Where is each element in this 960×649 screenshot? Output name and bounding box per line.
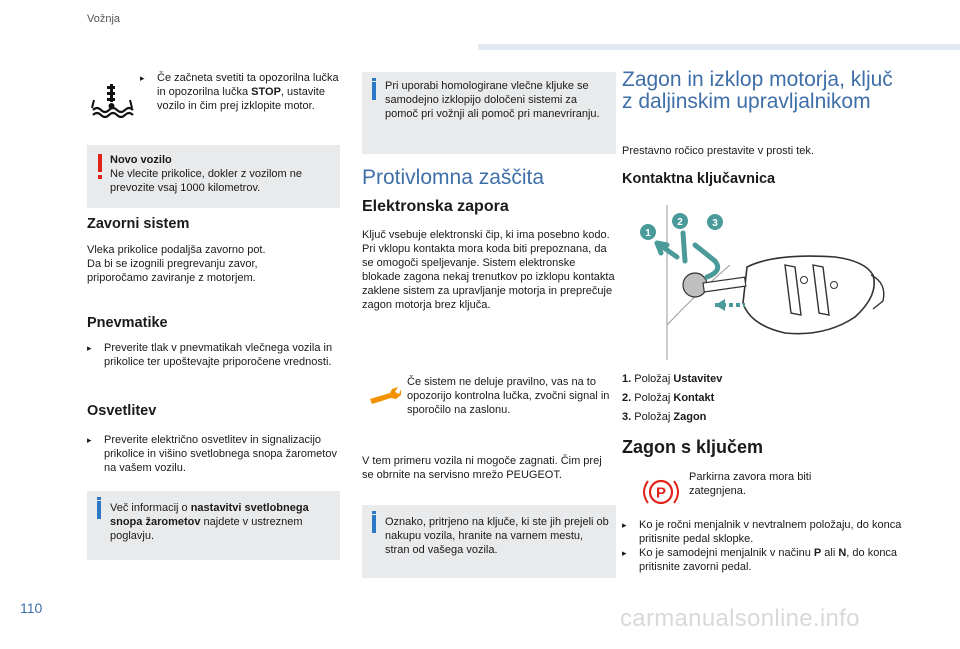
ignition-key-diagram <box>635 205 890 365</box>
ignition-switch-heading: Kontaktna ključavnica <box>622 171 776 187</box>
position-item: 3. Položaj Zagon <box>622 411 707 423</box>
tyres-item: ▸ Preverite tlak v pnevmatikah vlečnega vozila in prikolice ter upoštevajte priporočene vrednosti. <box>87 342 333 368</box>
position-item: 2. Položaj Kontakt <box>622 392 715 404</box>
note-key-label: Oznako, pritrjeno na ključe, ki ste jih prejeli ob nakupu vozila, hranite na varnem mestu, stran od vašega vozila. <box>362 505 616 578</box>
bullet-icon: ▸ <box>140 73 145 83</box>
tyres-heading: Pnevmatike <box>87 315 168 331</box>
exclamation-icon <box>97 154 103 180</box>
start-procedure-list <box>622 518 902 574</box>
auto-gearbox-item: ▸ Ko je samodejni menjalnik v načinu P ali N, do konca pritisnite zavorni pedal. <box>622 547 898 573</box>
bullet-icon: ▸ <box>622 520 627 530</box>
neutral-instruction: Prestavno ročico prestavite v prosti tek. <box>622 145 814 157</box>
diagram-label-3: 3 <box>712 218 718 229</box>
coolant-warning-item: ▸ Če začneta svetiti ta opozorilna lučka in opozorilna lučka STOP, ustavite vozilo in čim prej izklopite motor. <box>140 72 339 112</box>
immobiliser-heading: Elektronska zapora <box>362 198 509 215</box>
diagram-label-1: 1 <box>645 228 651 239</box>
note-towbar-assist: Pri uporabi homologirane vlečne kljuke se samodejno izklopijo določeni sistemi za pomoč pri vožnji ali pomoč pri manevriranju. <box>362 72 616 154</box>
header-section-title: Vožnja <box>87 13 121 25</box>
immobiliser-text: Ključ vsebuje elektronski čip, ki ima posebno kodo. Pri vklopu kontakta mora koda biti prepoznana, da se omogoči speljevanje. Sistem elektronske blokade zagona nekaj trenutkov po izklopu kontakta zaklene sistem za upravljanje motorja in preprečuje zagon motorja brez ključa. <box>362 229 615 311</box>
coolant-warning-icon <box>90 80 134 120</box>
manual-gearbox-item: ▸ Ko je ročni menjalnik v nevtralnem položaju, do konca pritisnite pedal sklopke. <box>622 519 902 545</box>
ignition-positions-list <box>622 370 882 427</box>
info-icon <box>97 501 101 519</box>
engine-start-stop-heading: Zagon in izklop motorja, ključ z daljinskim upravljalnikom <box>622 68 893 113</box>
lights-item: ▸ Preverite električno osvetlitev in signalizacijo prikolice in višino svetlobnega snopa žarometov na vašem vozilu. <box>87 434 337 474</box>
wrench-icon <box>368 385 402 407</box>
bullet-icon: ▸ <box>622 548 627 558</box>
note-headlamp-info: Več informacij o nastavitvi svetlobnega snopa žarometov najdete v ustreznem poglavju. <box>87 491 340 560</box>
page-number: 110 <box>20 600 43 616</box>
key-start-heading: Zagon s ključem <box>622 437 764 457</box>
bullet-icon: ▸ <box>87 343 92 353</box>
brakes-text: Vleka prikolice podaljša zavorno pot. Da bi se izognili pregrevanju zavor, priporočamo zaviranje z motorjem. <box>87 244 266 284</box>
parking-brake-text: Parkirna zavora mora biti zategnjena. <box>689 471 812 497</box>
note-new-vehicle-text: Ne vlecite prikolice, dokler z vozilom ne prevozite vsaj 1000 kilometrov. <box>110 168 302 194</box>
position-item: 1. Položaj Ustavitev <box>622 373 723 385</box>
info-icon <box>372 82 376 100</box>
info-icon <box>372 515 376 533</box>
bullet-icon: ▸ <box>87 435 92 445</box>
brakes-heading: Zavorni sistem <box>87 216 190 232</box>
note-new-vehicle-title: Novo vozilo <box>110 154 172 166</box>
diagram-label-2: 2 <box>677 217 683 228</box>
header-accent-bar <box>478 44 960 50</box>
immobiliser-start-text: V tem primeru vozila ni mogoče zagnati. Čim prej se obrnite na servisno mrežo PEUGEOT. <box>362 455 602 481</box>
watermark: carmanualsonline.info <box>620 605 860 632</box>
note-new-vehicle <box>87 145 340 208</box>
parking-brake-icon <box>642 477 680 507</box>
immobiliser-fault-text: Če sistem ne deluje pravilno, vas na to opozorijo kontrolna lučka, zvočni signal in sporočilo na zaslonu. <box>407 376 610 416</box>
lights-heading: Osvetlitev <box>87 403 157 419</box>
antitheft-heading: Protivlomna zaščita <box>362 166 545 189</box>
svg-text:P: P <box>655 484 667 502</box>
